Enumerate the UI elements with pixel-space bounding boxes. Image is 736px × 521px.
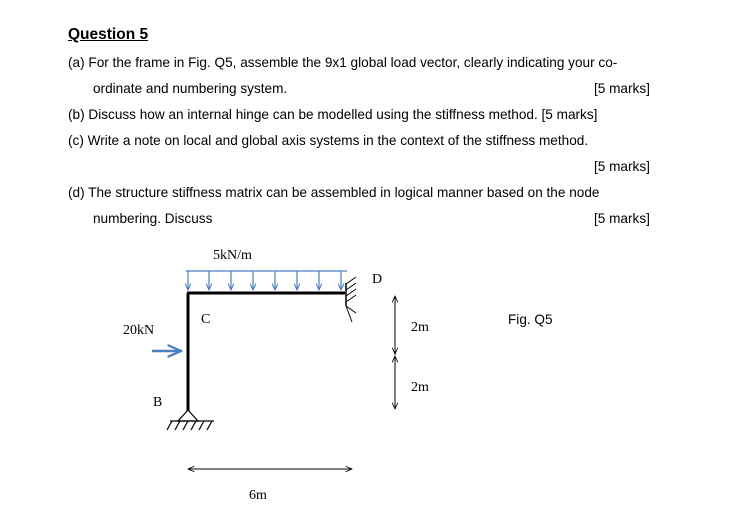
figure-caption: Fig. Q5 <box>508 312 553 327</box>
part-b-line1: (b) Discuss how an internal hinge can be modelled using the stiffness method. [5 marks] <box>68 107 598 122</box>
question-heading: Question 5 <box>68 26 149 43</box>
point-load-label: 20kN <box>123 323 155 338</box>
node-d-label: D <box>372 272 383 287</box>
dimension-lower-label: 2m <box>411 380 429 395</box>
udl-label: 5kN/m <box>213 248 252 263</box>
dimension-upper-label: 2m <box>411 320 429 335</box>
node-b-label: B <box>153 395 163 410</box>
part-a-marks: [5 marks] <box>594 81 650 96</box>
part-c-line1: (c) Write a note on local and global axis systems in the context of the stiffness method. <box>68 133 589 148</box>
part-a-line2: ordinate and numbering system. <box>93 81 288 96</box>
part-d-marks: [5 marks] <box>594 211 650 226</box>
dimension-horizontal-label: 6m <box>249 488 267 503</box>
part-d-line1: (d) The structure stiffness matrix can be assembled in logical manner based on the node <box>68 185 600 200</box>
fixed-support-d <box>346 277 356 322</box>
part-a-line1: (a) For the frame in Fig. Q5, assemble the 9x1 global load vector, clearly indicating your co- <box>68 55 618 70</box>
udl-arrows <box>188 271 341 290</box>
part-d-line2: numbering. Discuss <box>93 211 213 226</box>
node-c-label: C <box>201 312 211 327</box>
part-c-marks: [5 marks] <box>594 159 650 174</box>
pin-support-b <box>167 410 214 430</box>
